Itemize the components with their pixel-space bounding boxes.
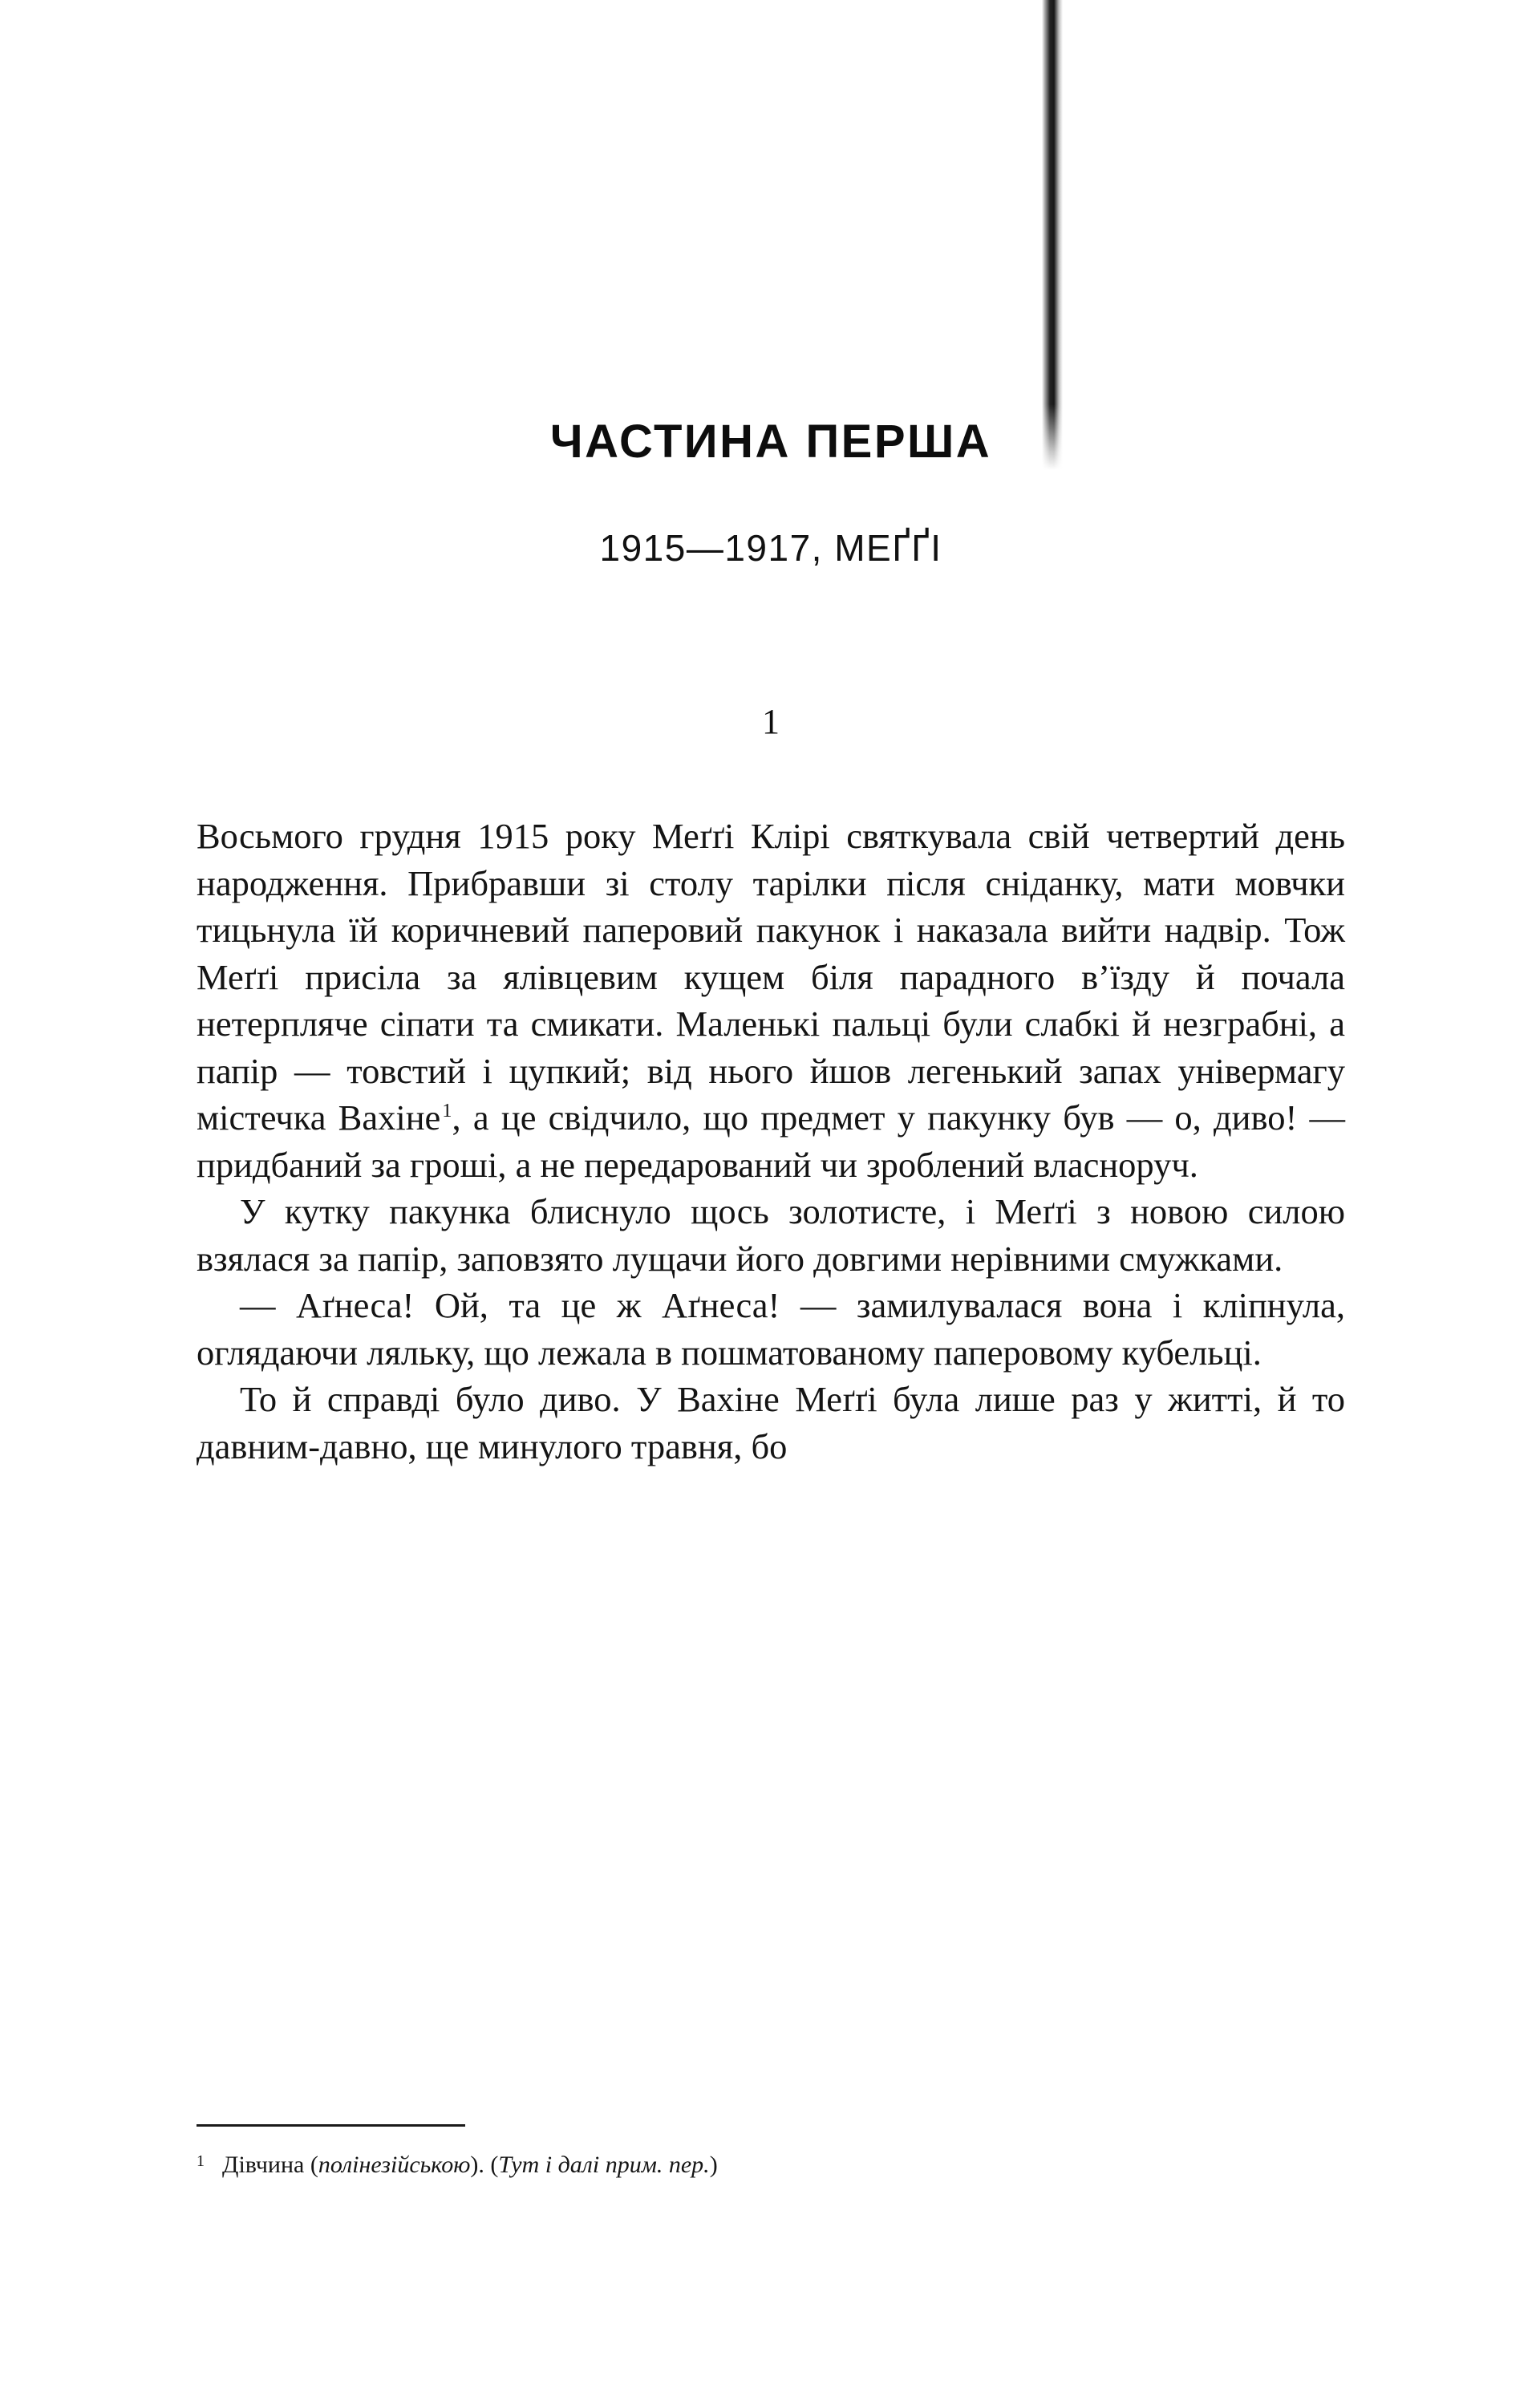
footnote-part-italic-2: Тут і далі прим. пер. <box>498 2152 710 2178</box>
body-text <box>197 742 1345 1470</box>
footnote-part-plain-1: Дівчина ( <box>222 2152 318 2178</box>
page-content <box>197 0 1345 2405</box>
footnote-part-plain-3: ) <box>709 2152 718 2178</box>
footnote-area <box>197 2124 1345 2181</box>
part-subtitle: 1915—1917, МЕҐҐІ <box>599 527 942 569</box>
paragraph-text: Восьмого грудня 1915 року Меґґі Клірі святкувала свій четвертий день народження. Прибравши зі столу тарілки після сніданку, мати мовчки тицьнула їй коричневий паперовий пакунок і наказала вийти надвір. Тож Меґґі присіла за ялівцевим кущем біля парадного в’їзду й почала нетерпляче сіпати та смикати. Маленькі пальці були слабкі й незграбні, а папір — товстий і цупкий; від нього йшов легенький запах універмагу містечка Вахіне <box>197 816 1345 1138</box>
paragraph: — Аґнеса! Ой, та це ж Аґнеса! — замилувалася вона і кліпнула, оглядаючи ляльку, що лежала в пошматованому паперовому кубельці. <box>197 1285 1345 1373</box>
footnote-separator-rule <box>197 2124 465 2127</box>
footnote-reference-marker[interactable]: 1 <box>442 1100 452 1122</box>
paragraph: То й справді було диво. У Вахіне Меґґі була лише раз у житті, й то давним-давно, ще минулого травня, бо <box>197 1379 1345 1466</box>
paragraph-text-continuation: , а це свідчило, що предмет у пакунку був — о, диво! — придбаний за гроші, а не передарований чи зроблений власноруч. <box>197 1097 1345 1185</box>
footnote-text <box>222 2149 718 2181</box>
footnote <box>197 2149 1345 2181</box>
footnote-part-plain-2: ). ( <box>470 2152 499 2178</box>
paragraph <box>197 813 1345 1188</box>
paragraph: У кутку пакунка блиснуло щось золотисте, і Меґґі з новою силою взялася за папір, заповзято лущачи його довгими нерівними смужками. <box>197 1191 1345 1279</box>
footnote-marker: 1 <box>197 2152 205 2170</box>
chapter-number: 1 <box>762 702 780 741</box>
part-title: ЧАСТИНА ПЕРША <box>549 416 992 468</box>
footnote-part-italic-1: полінезійською <box>318 2152 471 2178</box>
